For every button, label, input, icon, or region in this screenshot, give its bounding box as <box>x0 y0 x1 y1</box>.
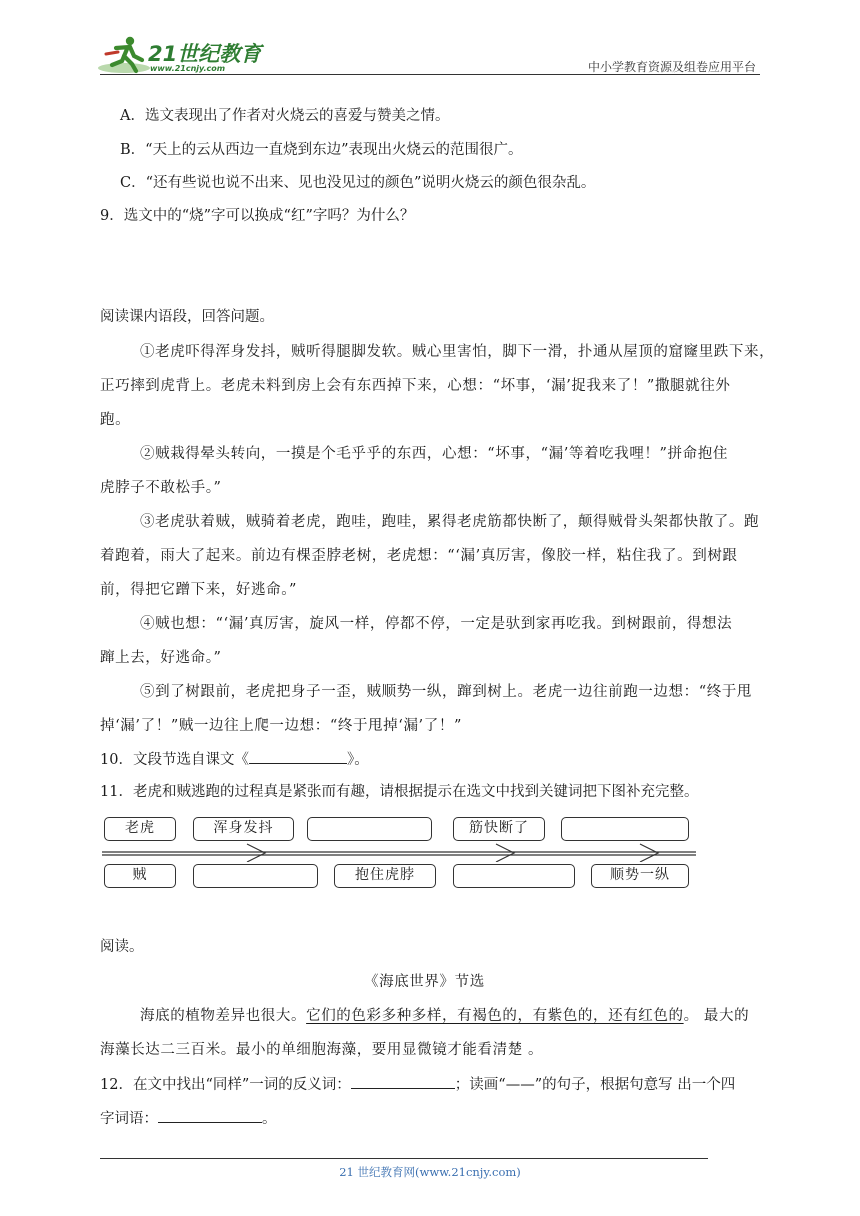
passage-paragraph: 蹿上去，好逃命。” <box>100 650 222 666</box>
underlined-sentence: 它们的色彩多种多样，有褐色的，有紫色的，还有红色的 <box>306 1008 684 1024</box>
diagram-box: 浑身发抖 <box>193 817 294 841</box>
header-divider <box>100 74 760 75</box>
passage-paragraph: 虎脖子不敢松手。” <box>100 480 222 496</box>
footer-link[interactable]: 21 世纪教育网(www.21cnjy.com) <box>339 1165 521 1179</box>
answer-blank[interactable] <box>351 1074 455 1089</box>
answer-blank[interactable] <box>158 1108 262 1123</box>
diagram-answer-box[interactable] <box>453 864 575 888</box>
diagram-answer-box[interactable] <box>307 817 432 841</box>
section3-instruction: 阅读。 <box>100 939 144 955</box>
passage-paragraph: 掉‘漏’了！”贼一边往上爬一边想：“终于甩掉‘漏’了！” <box>100 718 462 734</box>
section2-instruction: 阅读课内语段，回答问题。 <box>100 309 274 325</box>
diagram-answer-box[interactable] <box>193 864 318 888</box>
flow-diagram-arrows <box>100 842 700 862</box>
site-logo <box>96 34 266 76</box>
question-10: 10．文段节选自课文《 》。 <box>100 749 369 770</box>
logo-url: www.21cnjy.com <box>150 64 226 73</box>
passage-paragraph: 前，得把它蹭下来，好逃命。” <box>100 582 298 598</box>
diagram-label-tiger: 老虎 <box>104 817 176 841</box>
q8-option-b: B．“天上的云从西边一直烧到东边”表现出火烧云的范围很广。 <box>120 142 523 158</box>
q8-option-c: C．“还有些说也说不出来、见也没见过的颜色”说明火烧云的颜色很杂乱。 <box>120 175 596 191</box>
diagram-box: 顺势一纵 <box>591 864 689 888</box>
passage-title: 《海底世界》节选 <box>364 974 485 990</box>
runner-logo-icon <box>96 34 152 76</box>
passage-paragraph: ⑤到了树跟前，老虎把身子一歪，贼顺势一纵，蹿到树上。老虎一边往前跑一边想：“终于甩 <box>140 684 753 700</box>
footer-divider <box>100 1158 708 1159</box>
platform-name: 中小学教育资源及组卷应用平台 <box>587 60 756 74</box>
q8-option-a: A．选文表现出了作者对火烧云的喜爱与赞美之情。 <box>120 108 450 124</box>
diagram-answer-box[interactable] <box>561 817 689 841</box>
question-12: 12．在文中找出“同样”一词的反义词： ；读画“——”的句子，根据句意写 出一个四 <box>100 1074 735 1095</box>
passage-paragraph: 着跑着，雨大了起来。前边有棵歪脖老树，老虎想：“‘漏’真厉害，像胶一样，粘住我了。到树跟 <box>100 548 738 564</box>
passage-paragraph: ①老虎吓得浑身发抖，贼听得腿脚发软。贼心里害怕，脚下一滑，扑通从屋顶的窟窿里跌下来， <box>140 344 775 360</box>
passage-paragraph: ③老虎驮着贼，贼骑着老虎，跑哇，跑哇，累得老虎筋都快断了，颠得贼骨头架都快散了。跑 <box>140 514 760 530</box>
passage-paragraph: 海底的植物差异也很大。它们的色彩多种多样，有褐色的，有紫色的，还有红色的。 最大的 <box>140 1008 750 1024</box>
question-11: 11．老虎和贼逃跑的过程真是紧张而有趣，请根据提示在选文中找到关键词把下图补充完整。 <box>100 784 699 800</box>
question-12-cont: 字词语： 。 <box>100 1108 277 1129</box>
diagram-box: 抱住虎脖 <box>334 864 436 888</box>
passage-paragraph: ②贼栽得晕头转向，一摸是个毛乎乎的东西，心想：“坏事，“漏’等着吃我哩！”拼命抱住 <box>140 446 728 462</box>
passage-paragraph: 正巧摔到虎背上。老虎未料到房上会有东西掉下来，心想：“坏事，‘漏’捉我来了！”撒腿就往外 <box>100 378 731 394</box>
diagram-label-thief: 贼 <box>104 864 176 888</box>
logo-text: 21世纪教育 <box>148 42 262 66</box>
question-9: 9．选文中的“烧”字可以换成“红”字吗？为什么？ <box>100 208 415 224</box>
passage-paragraph: 海藻长达二三百米。最小的单细胞海藻，要用显微镜才能看清楚 。 <box>100 1042 544 1058</box>
diagram-box: 筋快断了 <box>453 817 545 841</box>
answer-blank[interactable] <box>249 749 347 764</box>
passage-paragraph: ④贼也想：“‘漏’真厉害，旋风一样，停都不停，一定是驮到家再吃我。到树跟前，得想法 <box>140 616 733 632</box>
passage-paragraph: 跑。 <box>100 412 131 428</box>
